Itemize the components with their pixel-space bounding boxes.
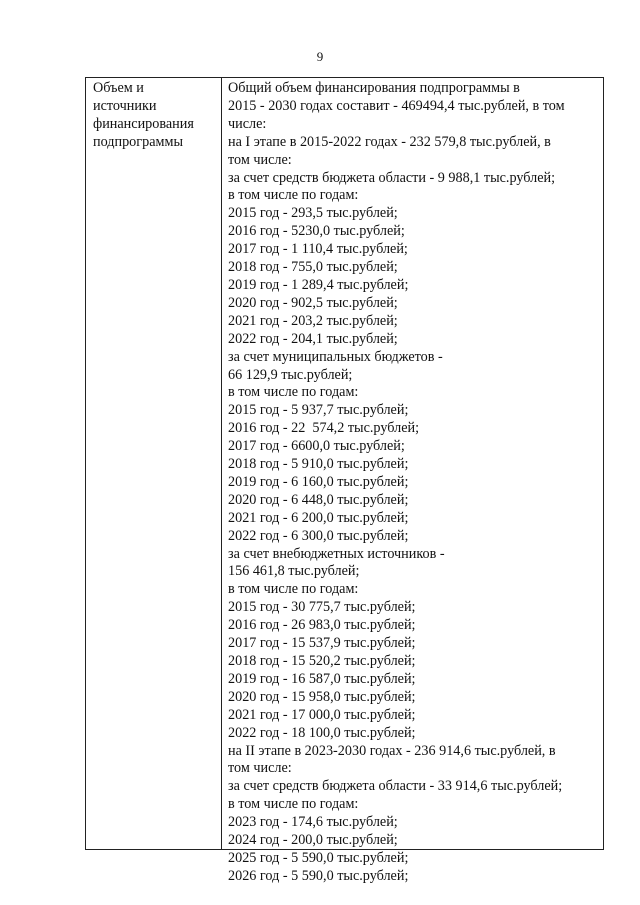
financing-details-cell [228, 80, 600, 886]
financing-text-line: 2020 год - 6 448,0 тыс.рублей; [228, 491, 409, 508]
financing-text-line: 2015 год - 5 937,7 тыс.рублей; [228, 402, 409, 419]
financing-text-line: 2021 год - 6 200,0 тыс.рублей; [228, 509, 409, 526]
financing-text-line: 2018 год - 5 910,0 тыс.рублей; [228, 456, 409, 473]
row-label-line: источники [93, 97, 157, 114]
column-divider [221, 78, 222, 849]
financing-text-line: 2016 год - 22 574,2 тыс.рублей; [228, 420, 420, 437]
financing-text-line: за счет внебюджетных источников - [228, 545, 445, 562]
financing-text-line: 2017 год - 1 110,4 тыс.рублей; [228, 241, 408, 258]
financing-text-line: 2021 год - 203,2 тыс.рублей; [228, 312, 398, 329]
financing-text-line: Общий объем финансирования подпрограммы в [228, 80, 520, 96]
financing-text-line: 156 461,8 тыс.рублей; [228, 563, 360, 580]
financing-text-line: 2026 год - 5 590,0 тыс.рублей; [228, 867, 409, 884]
financing-text-line: 2020 год - 15 958,0 тыс.рублей; [228, 688, 416, 705]
financing-text-line: на II этапе в 2023-2030 годах - 236 914,6 тыс.рублей, в [228, 742, 556, 759]
row-label-line: финансирования [93, 115, 194, 132]
page-number: 9 [316, 49, 324, 64]
financing-text-line: 2015 - 2030 годах составит - 469494,4 тыс.рублей, в том [228, 97, 565, 114]
financing-text-line: 2019 год - 1 289,4 тыс.рублей; [228, 276, 409, 293]
financing-text-line: в том числе по годам: [228, 581, 359, 598]
financing-text-line: 2023 год - 174,6 тыс.рублей; [228, 814, 398, 831]
row-label-line: подпрограммы [93, 133, 183, 150]
financing-text-line: за счет муниципальных бюджетов - [228, 348, 443, 365]
financing-text-line: 2016 год - 5230,0 тыс.рублей; [228, 223, 405, 240]
financing-text-line: том числе: [228, 151, 292, 168]
financing-text-line: 2015 год - 293,5 тыс.рублей; [228, 205, 398, 222]
financing-text-line: в том числе по годам: [228, 187, 359, 204]
financing-text-line: числе: [228, 115, 267, 132]
financing-text-line: 2022 год - 6 300,0 тыс.рублей; [228, 527, 409, 544]
financing-text-line: 2024 год - 200,0 тыс.рублей; [228, 832, 398, 849]
financing-text-line: 2016 год - 26 983,0 тыс.рублей; [228, 617, 416, 634]
financing-text-line: 2021 год - 17 000,0 тыс.рублей; [228, 706, 416, 723]
row-label-cell [93, 80, 219, 152]
financing-text-line: за счет средств бюджета области - 33 914,6 тыс.рублей; [228, 778, 563, 795]
financing-text-line: 2020 год - 902,5 тыс.рублей; [228, 294, 398, 311]
financing-table [85, 77, 604, 884]
financing-text-line: в том числе по годам: [228, 796, 359, 813]
financing-text-line: 2022 год - 18 100,0 тыс.рублей; [228, 724, 416, 741]
financing-text-line: 2017 год - 15 537,9 тыс.рублей; [228, 635, 416, 652]
financing-text-line: 2019 год - 16 587,0 тыс.рублей; [228, 670, 416, 687]
financing-text-line: 2018 год - 15 520,2 тыс.рублей; [228, 653, 416, 669]
financing-text-line: в том числе по годам: [228, 384, 359, 401]
financing-text-line: 66 129,9 тыс.рублей; [228, 366, 353, 383]
financing-text-line: 2022 год - 204,1 тыс.рублей; [228, 330, 398, 347]
row-label-line: Объем и [93, 80, 144, 96]
financing-text-line: 2025 год - 5 590,0 тыс.рублей; [228, 849, 409, 866]
financing-text-line: 2019 год - 6 160,0 тыс.рублей; [228, 473, 409, 490]
financing-text-line: том числе: [228, 760, 292, 777]
financing-text-line: на I этапе в 2015-2022 годах - 232 579,8 тыс.рублей, в [228, 133, 551, 150]
financing-text-line: 2018 год - 755,0 тыс.рублей; [228, 259, 398, 276]
financing-text-line: за счет средств бюджета области - 9 988,1 тыс.рублей; [228, 169, 556, 186]
financing-text-line: 2015 год - 30 775,7 тыс.рублей; [228, 599, 416, 616]
financing-text-line: 2017 год - 6600,0 тыс.рублей; [228, 438, 405, 455]
